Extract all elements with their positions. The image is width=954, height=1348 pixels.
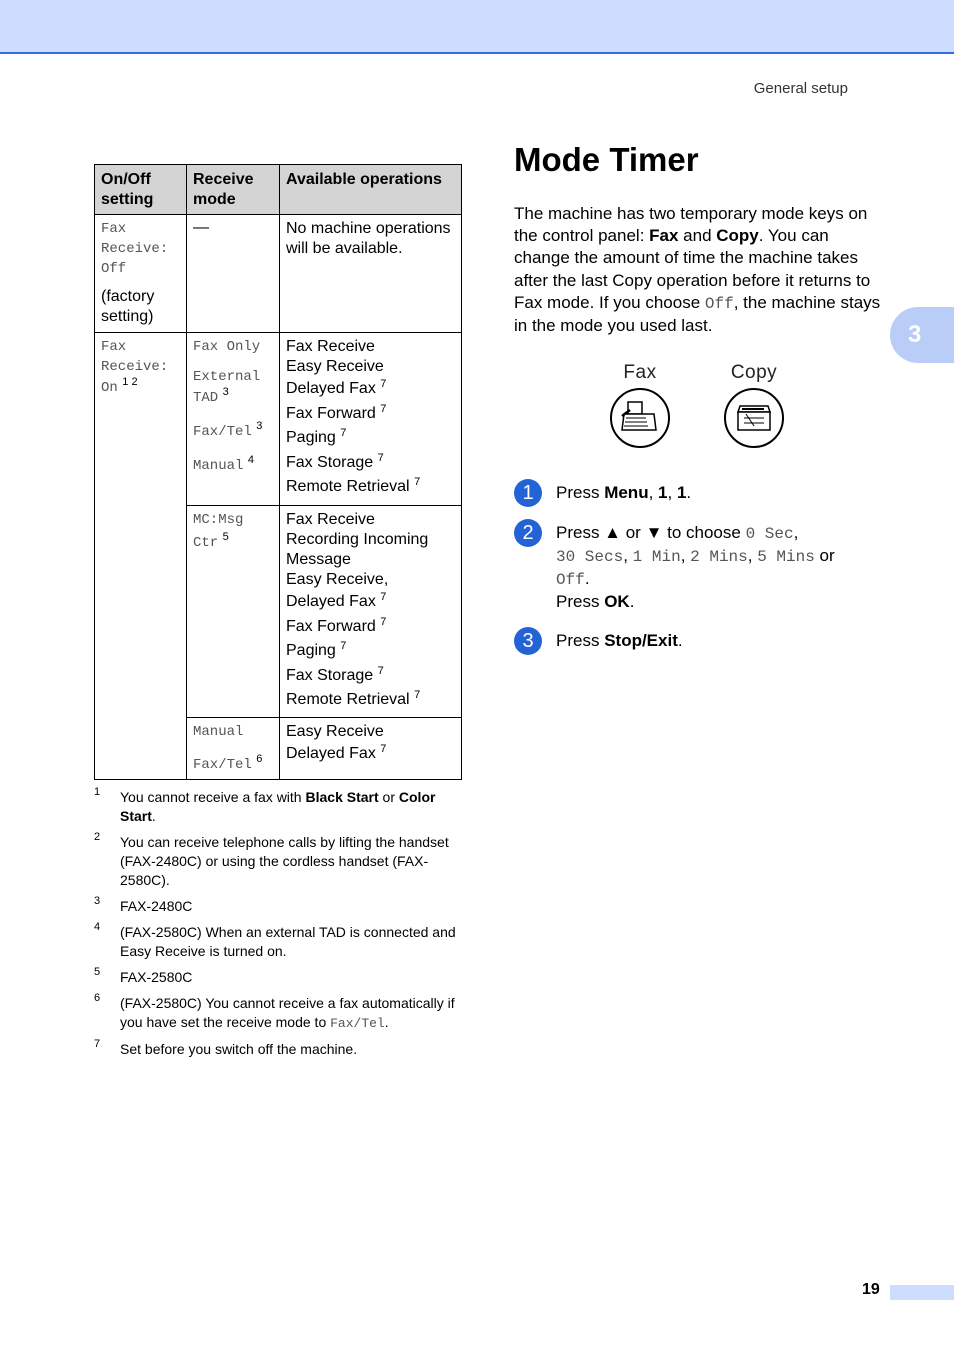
ops-text: Fax Receive <box>286 338 375 355</box>
ops-text: Message <box>286 551 351 568</box>
footnote-ref: 7 <box>414 689 421 701</box>
step-number: 2 <box>514 519 542 547</box>
header-on-off: On/Off setting <box>95 165 187 215</box>
setting-cell <box>95 215 187 333</box>
mode-cell <box>187 215 280 333</box>
footnote-ref: 7 <box>380 743 387 755</box>
mode-dash: — <box>193 219 209 236</box>
ops-text: Delayed Fax <box>286 380 376 397</box>
ops-text: Fax Storage <box>286 666 374 684</box>
page-number: 19 <box>862 1281 880 1298</box>
ops-text: Remote Retrieval <box>286 691 410 708</box>
footnote-ref: 7 <box>340 427 347 439</box>
setting-text: On <box>101 380 118 396</box>
footnote-ref: 7 <box>380 615 387 628</box>
footnote: 1 You cannot receive a fax with Black Start or Color Start. <box>94 786 436 824</box>
ops-text: Fax Receive <box>286 511 375 528</box>
ops-cell <box>280 333 462 506</box>
ops-text: Easy Receive <box>286 358 384 375</box>
copy-key-label: Copy <box>730 362 778 383</box>
footnote-ref: 7 <box>380 402 387 415</box>
ops-text: Paging <box>286 429 336 446</box>
ops-text: Paging <box>286 642 336 659</box>
ops-text: Easy Receive, <box>286 571 389 588</box>
mode-cell <box>187 506 280 718</box>
footnote-ref: 7 <box>414 476 421 488</box>
copy-key <box>722 362 786 448</box>
header-band <box>0 0 954 54</box>
mode-text: Manual <box>193 458 244 474</box>
mode-cell <box>187 718 280 780</box>
setting-text: Fax <box>101 339 127 355</box>
table-row <box>95 333 462 506</box>
ops-text: Fax Storage <box>286 453 374 471</box>
ops-text: Delayed Fax <box>286 745 376 762</box>
mode-text: TAD <box>193 390 219 406</box>
ops-text: No machine operations <box>286 220 451 237</box>
intro-paragraph: The machine has two temporary mode keys on the control panel: Fax and Copy. You can change the amount of time the machine takes after the last Copy operation before it returns to Fax mode. If you choose Off, the machine stays in the mode you used last. <box>514 204 881 336</box>
ops-text: Fax Forward <box>286 404 376 422</box>
mode-keys-illustration <box>606 362 796 454</box>
ops-text: Fax Forward <box>286 617 376 635</box>
step-text: Press Stop/Exit. <box>556 631 683 650</box>
receive-mode-table <box>94 164 462 780</box>
ops-cell <box>280 506 462 718</box>
footnotes <box>94 788 464 1066</box>
footnote-ref: 6 <box>256 753 263 765</box>
footnote-ref: 4 <box>247 454 254 466</box>
section-title: Mode Timer <box>514 141 699 178</box>
footnote: 4 (FAX-2580C) When an external TAD is connected and Easy Receive is turned on. <box>94 921 456 959</box>
ops-text: Remote Retrieval <box>286 478 410 495</box>
mode-text: MC:Msg <box>193 512 244 528</box>
mode-text: External <box>193 369 261 385</box>
step-text: Press Menu, 1, 1. <box>556 483 692 502</box>
setting-text: Fax <box>101 221 127 237</box>
step-number: 1 <box>514 479 542 507</box>
footnote-ref: 1 2 <box>122 376 138 388</box>
footnote-ref: 7 <box>377 451 384 464</box>
footnote-ref: 5 <box>222 531 229 543</box>
fax-machine-icon <box>610 388 670 448</box>
ops-text: Delayed Fax <box>286 593 376 610</box>
footnote: 7 Set before you switch off the machine. <box>94 1038 358 1057</box>
footnote-ref: 7 <box>380 378 387 390</box>
footnote-ref: 7 <box>377 664 384 677</box>
mode-cell <box>187 333 280 506</box>
running-header: General setup <box>753 80 848 97</box>
ops-text: Recording Incoming <box>286 531 429 548</box>
mode-text: Fax/Tel <box>193 757 252 773</box>
setting-note: (factory <box>101 288 155 305</box>
mode-text: Fax/Tel <box>193 424 252 440</box>
table-row <box>95 215 462 333</box>
ops-cell <box>280 215 462 333</box>
mode-text: Manual <box>193 724 244 740</box>
table-header-row <box>95 165 462 215</box>
ops-text: will be available. <box>286 240 403 257</box>
fax-key-label: Fax <box>623 362 657 383</box>
setting-text: Receive: <box>101 241 169 257</box>
footnote-ref: 3 <box>256 420 263 432</box>
footnote: 6 (FAX-2580C) You cannot receive a fax automatically if you have set the receive mode to Fax/Tel. <box>94 992 455 1031</box>
footnote: 2 You can receive telephone calls by lifting the handset (FAX-2480C) or using the cordless handset (FAX-2580C). <box>94 831 449 888</box>
page-number-bar <box>890 1285 954 1300</box>
header-receive-mode: Receive mode <box>187 165 280 215</box>
ops-cell <box>280 718 462 780</box>
copier-icon <box>724 388 784 448</box>
footnote: 5 FAX-2580C <box>94 966 193 985</box>
setting-cell <box>95 333 187 780</box>
step-text: Press ▲ or ▼ to choose 0 Sec, 30 Secs, 1 Min, 2 Mins, 5 Mins or Off. Press OK. <box>556 523 835 611</box>
ops-text: Easy Receive <box>286 723 384 740</box>
setting-text: Off <box>101 261 127 277</box>
setting-text: Receive: <box>101 359 169 375</box>
step-number: 3 <box>514 627 542 655</box>
footnote: 3 FAX-2480C <box>94 895 193 914</box>
setting-note: setting) <box>101 308 154 325</box>
chapter-tab <box>890 307 954 363</box>
chapter-number: 3 <box>908 321 922 348</box>
footnote-ref: 7 <box>380 591 387 603</box>
header-available-ops: Available operations <box>280 165 462 215</box>
footnote-ref: 7 <box>340 640 347 652</box>
fax-key <box>608 362 672 448</box>
footnote-ref: 3 <box>222 386 229 398</box>
mode-text: Ctr <box>193 535 219 551</box>
mode-text: Fax Only <box>193 339 261 355</box>
